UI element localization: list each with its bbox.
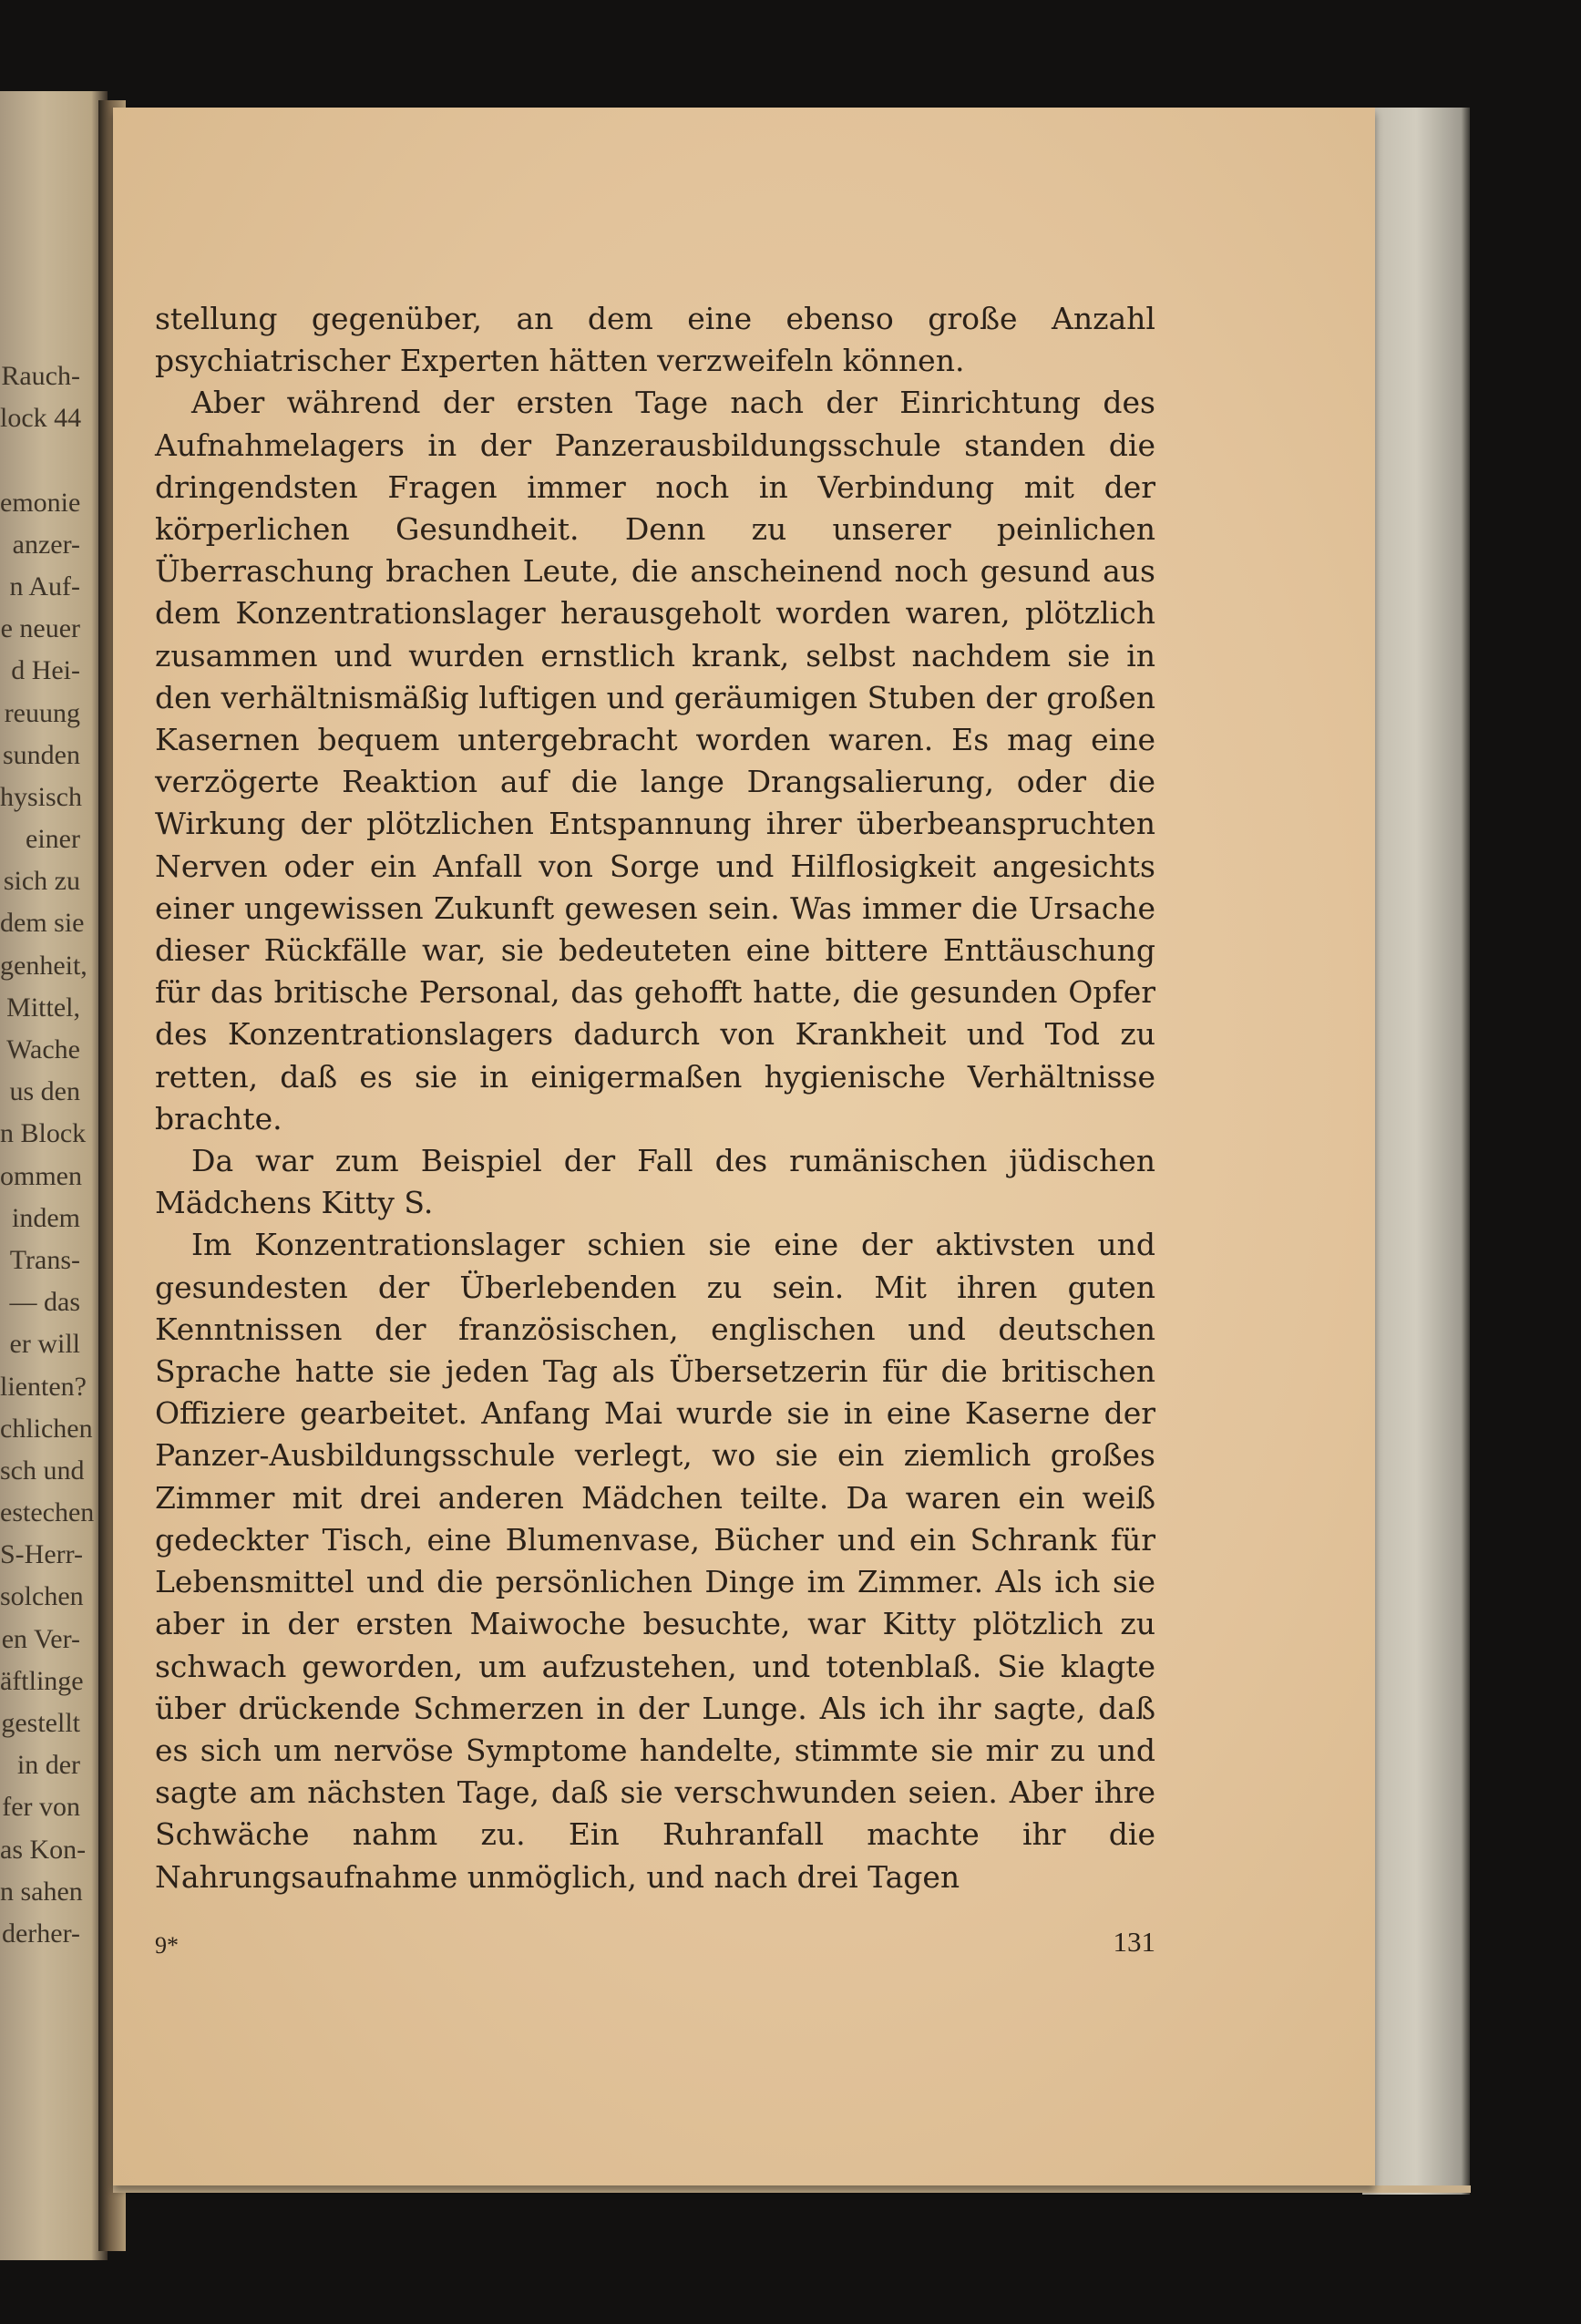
body-text [155,298,1155,1898]
left-page-fragment: estechen [0,1497,95,1528]
left-page-fragment: n sahen [0,1876,83,1907]
printer-signature-mark: 9* [155,1932,179,1959]
left-page-fragment: äftlinge [0,1665,84,1696]
page-bottom-edge [113,2185,1471,2193]
left-page-fragment: genheit, [0,950,87,981]
left-page-fragment: e neuer [0,613,80,644]
paragraph: Aber während der ersten Tage nach der Einrichtung des Aufnahmelagers in der Panzerausbildungsschule standen die dringendsten Fragen immer noch in Verbindung mit der körperlichen Gesundheit. Denn zu unserer peinlichen Überraschung brachen Leute, die anscheinend noch gesund aus dem Konzentrationslager herausgeholt worden waren, plötzlich zusammen und wurden ernstlich krank, selbst nachdem sie in den verhältnismäßig luftigen und geräumigen Stuben der großen Kasernen bequem untergebracht worden waren. Es mag eine verzögerte Reaktion auf die lange Drangsalierung, oder die Wirkung der plötzlichen Entspannung ihrer überbeanspruchten Nerven oder ein Anfall von Sorge und Hilflosigkeit angesichts einer ungewissen Zukunft gewesen sein. Was immer die Ursache dieser Rückfälle war, sie bedeuteten eine bittere Enttäuschung für das britische Personal, das gehofft hatte, die gesunden Opfer des Konzentrationslagers dadurch von Krankheit und Tod zu retten, daß es sie in einigermaßen hygienische Verhältnisse brachte. [155,385,1155,1136]
left-page-fragment: reuung [4,697,80,728]
left-page-fragment: sunden [3,739,80,770]
left-page-fragment: fer von [2,1792,80,1823]
left-page-fragment: n Block [0,1118,87,1149]
left-page-fragment: d Hei- [11,655,80,686]
left-page-fragment: er will [9,1329,80,1360]
left-page-fragment: hysisch [0,781,82,812]
left-page-fragment: solchen [0,1581,84,1612]
paragraph: Da war zum Beispiel der Fall des rumänischen jüdischen Mädchens Kitty S. [155,1143,1155,1221]
page-number: 131 [1113,1926,1155,1958]
page-stack-edge [1362,108,1470,2195]
left-page-fragment: indem [12,1202,80,1233]
left-page-fragment: n Auf- [9,571,80,602]
left-page-fragment: us den [9,1076,80,1107]
left-page-fragment: — das [9,1287,80,1318]
left-page-fragment: derher- [1,1918,80,1949]
left-page-fragment: Wache [6,1034,80,1064]
left-page-fragment: ommen [0,1160,82,1191]
left-page-fragment: in der [16,1750,80,1781]
left-page-fragment: sich zu [3,866,80,897]
left-page-fragment: einer [26,824,80,855]
left-page-fragment: Rauch- [1,361,80,391]
left-page-fragment: Mittel, [6,992,80,1023]
left-page-text-fragments [0,355,95,1955]
left-page-fragment: emonie [0,487,81,518]
left-page-fragment: anzer- [12,529,80,560]
left-page-fragment: Trans- [9,1244,80,1275]
left-page-fragment: lock 44 [0,403,82,434]
left-page-fragment: S-Herr- [0,1539,84,1570]
left-page-fragment [0,439,80,481]
left-page-fragment: dem sie [0,908,85,939]
left-page-fragment: chlichen [0,1413,93,1444]
left-page-fragment: gestellt [1,1708,80,1738]
left-page-fragment: en Ver- [1,1623,80,1654]
paragraph: Im Konzentrationslager schien sie eine der aktivsten und gesundesten der Überlebenden zu sein. Mit ihren guten Kenntnissen der französischen, englischen und deutschen Sprache hatte sie jeden Tag als Übersetzerin für die britischen Offiziere gearbeitet. Anfang Mai wurde sie in eine Kaserne der Panzer-Ausbildungsschule verlegt, wo sie ein ziemlich großes Zimmer mit drei anderen Mädchen teilte. Da waren ein weiß gedeckter Tisch, eine Blumenvase, Bücher und ein Schrank für Lebensmittel und die persönlichen Dinge im Zimmer. Als ich sie aber in der ersten Maiwoche besuchte, war Kitty plötzlich zu schwach geworden, um aufzustehen, und totenblaß. Sie klagte über drückende Schmerzen in der Lunge. Als ich ihr sagte, daß es sich um nervöse Symptome handelte, stimmte sie mir zu und sagte am nächsten Tage, daß sie verschwunden seien. Aber ihre Schwäche nahm zu. Ein Ruhranfall machte ihr die Nahrungsaufnahme unmöglich, und nach drei Tagen [155,1227,1155,1895]
left-page-fragment: lienten? [0,1371,87,1402]
left-page-fragment: sch und [0,1455,85,1486]
paragraph: stellung gegenüber, an dem eine ebenso große Anzahl psychiatrischer Experten hätten verzweifeln können. [155,301,1155,379]
left-page-fragment: as Kon- [0,1834,87,1865]
left-page-edge [0,91,108,2260]
